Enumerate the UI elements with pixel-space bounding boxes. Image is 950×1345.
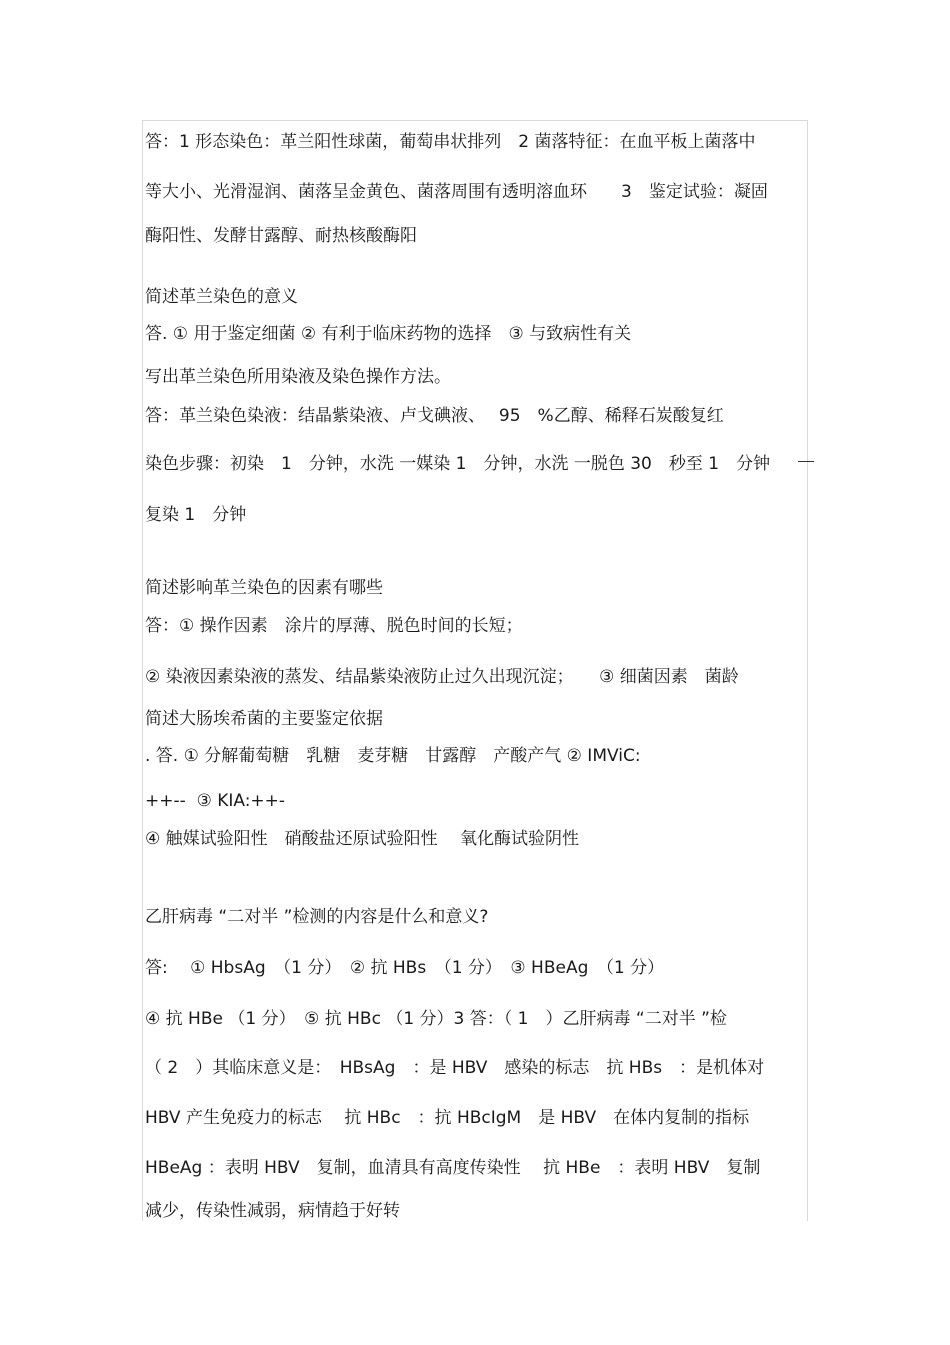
text-line: ++-- ③ KIA:++- — [145, 791, 286, 811]
text-line: 答: ① HbsAg （1 分） ② 抗 HBs （1 分） ③ HBeAg （1 分） — [145, 958, 665, 978]
continuation-dash — [798, 461, 814, 462]
text-line: （ 2 ）其临床意义是： HBsAg ：是 HBV 感染的标志 抗 HBs ：是机体对 — [145, 1058, 765, 1078]
text-line: 复染 1 分钟 — [145, 505, 247, 525]
text-line: HBV 产生免疫力的标志 抗 HBc ：抗 HBcIgM 是 HBV 在体内复制的指标 — [145, 1108, 750, 1128]
section-heading: 简述革兰染色的意义 — [145, 287, 298, 307]
text-line: 染色步骤：初染 1 分钟，水洗 一媒染 1 分钟，水洗 一脱色 30 秒至 1 分钟 — [145, 454, 771, 474]
text-line: . 答. ① 分解葡萄糖 乳糖 麦芽糖 甘露醇 产酸产气 ② IMViC: — [145, 746, 641, 766]
text-line: ④ 抗 HBe （1 分） ⑤ 抗 HBc （1 分）3 答：（ 1 ）乙肝病毒 “二对半 ”检 — [145, 1009, 727, 1029]
text-line: ④ 触媒试验阳性 硝酸盐还原试验阳性 氧化酶试验阴性 — [145, 829, 580, 849]
text-line: 答：革兰染色染液：结晶紫染液、卢戈碘液、 95 %乙醇、稀释石炭酸复红 — [145, 406, 724, 426]
text-line: 酶阳性、发酵甘露醇、耐热核酸酶阳 — [145, 226, 417, 246]
section-heading: 简述影响革兰染色的因素有哪些 — [145, 578, 383, 598]
text-line: 减少，传染性减弱，病情趋于好转 — [145, 1201, 400, 1221]
text-line: ② 染液因素染液的蒸发、结晶紫染液防止过久出现沉淀； ③ 细菌因素 菌龄 — [145, 667, 739, 687]
text-line: 答：① 操作因素 涂片的厚薄、脱色时间的长短； — [145, 616, 523, 636]
section-heading: 简述大肠埃希菌的主要鉴定依据 — [145, 709, 383, 729]
text-line: 答：1 形态染色：革兰阳性球菌，葡萄串状排列 2 菌落特征：在血平板上菌落中 — [145, 132, 756, 152]
section-heading: 写出革兰染色所用染液及染色操作方法。 — [145, 367, 451, 387]
text-line: 答. ① 用于鉴定细菌 ② 有利于临床药物的选择 ③ 与致病性有关 — [145, 324, 632, 344]
text-line: HBeAg ：表明 HBV 复制，血清具有高度传染性 抗 HBe ：表明 HBV 复制 — [145, 1158, 761, 1178]
text-line: 等大小、光滑湿润、菌落呈金黄色、菌落周围有透明溶血环 3 鉴定试验：凝固 — [145, 182, 768, 202]
section-heading: 乙肝病毒 “二对半 ”检测的内容是什么和意义? — [145, 907, 489, 927]
